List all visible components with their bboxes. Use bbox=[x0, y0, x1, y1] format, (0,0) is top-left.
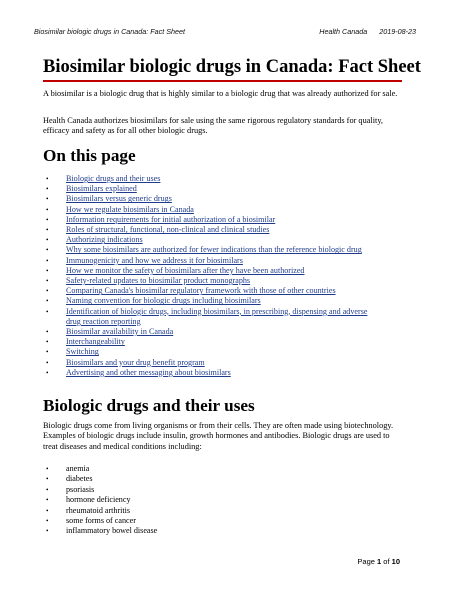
bullet-icon: • bbox=[46, 236, 49, 245]
header-date: 2019-08-23 bbox=[379, 27, 416, 36]
bullet-icon: • bbox=[46, 496, 49, 505]
bullet-icon: • bbox=[46, 506, 49, 515]
toc-item bbox=[43, 276, 383, 286]
title-underline bbox=[43, 80, 402, 82]
section-heading-biologic-drugs: Biologic drugs and their uses bbox=[43, 396, 255, 415]
bullet-icon: • bbox=[46, 328, 49, 337]
running-header bbox=[34, 27, 416, 36]
bullet-icon: • bbox=[46, 287, 49, 296]
bullet-icon: • bbox=[46, 185, 49, 194]
bullet-icon: • bbox=[46, 475, 49, 484]
bullet-icon: • bbox=[46, 266, 49, 275]
bullet-icon: • bbox=[46, 465, 49, 473]
toc-link[interactable]: Authorizing indications bbox=[66, 235, 143, 245]
toc-link[interactable]: How we monitor the safety of biosimilars after they have been authorized bbox=[66, 265, 305, 275]
bullet-icon: • bbox=[46, 256, 49, 265]
bullet-icon: • bbox=[46, 195, 49, 204]
toc-item bbox=[43, 256, 383, 266]
footer-page-total: 10 bbox=[391, 557, 400, 566]
toc-link[interactable]: Biosimilars explained bbox=[66, 184, 137, 194]
toc-item bbox=[43, 266, 383, 276]
list-item-text: anemia bbox=[66, 464, 90, 473]
bullet-icon: • bbox=[46, 205, 49, 214]
bullet-icon: • bbox=[46, 527, 49, 536]
toc-item bbox=[43, 174, 383, 184]
footer-of-word: of bbox=[383, 557, 390, 566]
list-item-text: psoriasis bbox=[66, 484, 95, 494]
conditions-list bbox=[43, 464, 343, 537]
toc-item bbox=[43, 205, 383, 215]
toc-item bbox=[43, 307, 383, 327]
list-item bbox=[43, 495, 343, 505]
list-item-text: hormone deficiency bbox=[66, 495, 131, 505]
list-item bbox=[43, 485, 343, 495]
bullet-icon: • bbox=[46, 297, 49, 306]
list-item bbox=[43, 526, 343, 536]
toc-item bbox=[43, 245, 383, 255]
toc-link[interactable]: Identification of biologic drugs, including biosimilars, in prescribing, dispensing and adverse drug reaction reporting bbox=[66, 306, 368, 326]
toc-item bbox=[43, 184, 383, 194]
bullet-icon: • bbox=[46, 368, 49, 377]
toc-item bbox=[43, 296, 383, 306]
toc-item bbox=[43, 337, 383, 347]
toc-link[interactable]: Safety-related updates to biosimilar product monographs bbox=[66, 276, 251, 286]
on-this-page-heading: On this page bbox=[43, 146, 136, 165]
list-item bbox=[43, 474, 343, 484]
toc-link[interactable]: Comparing Canada's biosimilar regulatory framework with those of other countries bbox=[66, 286, 336, 296]
section-paragraph: Biologic drugs come from living organisms or from their cells. They are often made using biotechnology. Examples of biologic drugs include insulin, growth hormones and antibodies. Biologic drugs are used to treat diseases and medical conditions including: bbox=[43, 421, 394, 451]
toc-link[interactable]: Interchangeability bbox=[66, 337, 125, 347]
list-item-text: some forms of cancer bbox=[66, 516, 136, 526]
toc-link[interactable]: Immunogenicity and how we address it for biosimilars bbox=[66, 255, 243, 265]
bullet-icon: • bbox=[46, 277, 49, 286]
list-item-text: rheumatoid arthritis bbox=[66, 505, 131, 515]
toc-item bbox=[43, 194, 383, 204]
toc-item bbox=[43, 368, 383, 378]
bullet-icon: • bbox=[46, 358, 49, 367]
intro-paragraph-1: A biosimilar is a biologic drug that is highly similar to a biologic drug that was already authorized for sale. bbox=[43, 89, 398, 98]
bullet-icon: • bbox=[46, 246, 49, 255]
list-item-text: diabetes bbox=[66, 474, 93, 484]
list-item bbox=[43, 506, 343, 516]
toc-link[interactable]: Switching bbox=[66, 347, 99, 357]
header-publisher: Health Canada bbox=[319, 27, 368, 36]
toc-item bbox=[43, 225, 383, 235]
bullet-icon: • bbox=[46, 485, 49, 494]
table-of-contents bbox=[43, 174, 383, 378]
bullet-icon: • bbox=[46, 307, 49, 316]
list-item bbox=[43, 516, 343, 526]
toc-item bbox=[43, 327, 383, 337]
list-item bbox=[43, 464, 343, 474]
header-right bbox=[319, 27, 416, 36]
bullet-icon: • bbox=[46, 175, 49, 183]
list-item-text: inflammatory bowel disease bbox=[66, 526, 158, 536]
toc-link[interactable]: Biologic drugs and their uses bbox=[66, 174, 161, 183]
page-title: Biosimilar biologic drugs in Canada: Fact Sheet bbox=[43, 57, 421, 77]
header-doc-title: Biosimilar biologic drugs in Canada: Fact Sheet bbox=[34, 27, 186, 36]
bullet-icon: • bbox=[46, 215, 49, 224]
page-footer bbox=[357, 557, 400, 566]
toc-link[interactable]: Biosimilar availability in Canada bbox=[66, 327, 174, 337]
toc-link[interactable]: Biosimilars and your drug benefit program bbox=[66, 357, 205, 367]
bullet-icon: • bbox=[46, 517, 49, 526]
bullet-icon: • bbox=[46, 338, 49, 347]
toc-item bbox=[43, 215, 383, 225]
toc-link[interactable]: Advertising and other messaging about biosimilars bbox=[66, 367, 231, 377]
toc-link[interactable]: Biosimilars versus generic drugs bbox=[66, 194, 172, 204]
toc-link[interactable]: Naming convention for biologic drugs including biosimilars bbox=[66, 296, 261, 306]
toc-link[interactable]: Roles of structural, functional, non-clinical and clinical studies bbox=[66, 225, 270, 235]
toc-item bbox=[43, 235, 383, 245]
toc-item bbox=[43, 358, 383, 368]
bullet-icon: • bbox=[46, 226, 49, 235]
footer-page-word: Page bbox=[357, 557, 375, 566]
toc-item bbox=[43, 286, 383, 296]
toc-link[interactable]: Information requirements for initial authorization of a biosimilar bbox=[66, 214, 276, 224]
bullet-icon: • bbox=[46, 348, 49, 357]
toc-link[interactable]: How we regulate biosimilars in Canada bbox=[66, 204, 194, 214]
toc-item bbox=[43, 347, 383, 357]
toc-link[interactable]: Why some biosimilars are authorized for fewer indications than the reference biologic drug bbox=[66, 245, 362, 255]
intro-paragraph-2: Health Canada authorizes biosimilars for sale using the same rigorous regulatory standards for quality, efficacy and safety as for all other biologic drugs. bbox=[43, 116, 384, 136]
footer-page-number: 1 bbox=[377, 557, 382, 566]
